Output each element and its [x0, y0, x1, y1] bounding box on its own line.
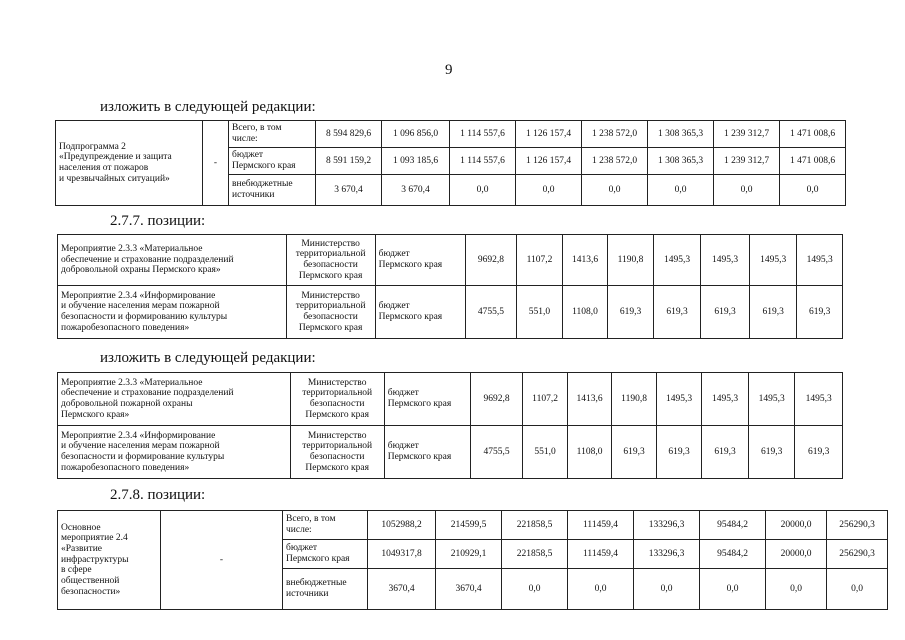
- funding-source: бюджет Пермского края: [384, 373, 470, 426]
- amount-cell: 1495,3: [653, 235, 701, 286]
- table-row: [58, 373, 843, 426]
- table-main-measure-2-4: [57, 510, 888, 610]
- amount-cell: 1495,3: [797, 235, 843, 286]
- amount-cell: 0,0: [450, 175, 516, 206]
- table-row: [58, 426, 843, 479]
- amount-cell: 0,0: [648, 175, 714, 206]
- amount-cell: 0,0: [516, 175, 582, 206]
- amount-cell: 1 238 572,0: [582, 121, 648, 148]
- funding-source: бюджет Пермского края: [375, 286, 465, 339]
- amount-cell: 3670,4: [436, 569, 502, 610]
- funding-source: бюджет Пермского края: [384, 426, 470, 479]
- amount-cell: 95484,2: [700, 511, 766, 540]
- amount-cell: 1 471 008,6: [780, 148, 846, 175]
- amount-cell: 95484,2: [700, 540, 766, 569]
- page-number: 9: [445, 62, 453, 78]
- funding-source: Всего, в том числе:: [229, 121, 316, 148]
- amount-cell: 1413,6: [562, 235, 608, 286]
- funding-source: внебюджетные источники: [283, 569, 368, 610]
- heading-edit-1: изложить в следующей редакции:: [100, 99, 316, 115]
- amount-cell: 1108,0: [562, 286, 608, 339]
- amount-cell: 20000,0: [766, 511, 827, 540]
- measure-name: Мероприятие 2.3.4 «Информирование и обучение населения мерам пожарной безопасности и формированию культуры пожаробезопасного поведения»: [58, 286, 287, 339]
- amount-cell: 1 093 185,6: [382, 148, 450, 175]
- amount-cell: 9692,8: [470, 373, 523, 426]
- table-subprogram-2: [55, 120, 846, 206]
- amount-cell: 1 239 312,7: [714, 121, 780, 148]
- amount-cell: 1190,8: [612, 373, 657, 426]
- program-name: Основное мероприятие 2.4 «Развитие инфраструктуры в сфере общественной безопасности»: [58, 511, 161, 610]
- amount-cell: 4755,5: [465, 286, 517, 339]
- amount-cell: 0,0: [634, 569, 700, 610]
- measure-name: Мероприятие 2.3.3 «Материальное обеспечение и страхование подразделений добровольной пожарной охраны Пермского края»: [58, 373, 291, 426]
- amount-cell: 619,3: [653, 286, 701, 339]
- amount-cell: 1495,3: [748, 373, 795, 426]
- amount-cell: 1 096 856,0: [382, 121, 450, 148]
- amount-cell: 1495,3: [749, 235, 797, 286]
- funding-source: бюджет Пермского края: [375, 235, 465, 286]
- executor: -: [161, 511, 283, 610]
- amount-cell: 1495,3: [702, 373, 749, 426]
- amount-cell: 133296,3: [634, 511, 700, 540]
- funding-source: Всего, в том числе:: [283, 511, 368, 540]
- amount-cell: 221858,5: [502, 540, 568, 569]
- amount-cell: 1107,2: [523, 373, 568, 426]
- table-positions-old: [57, 234, 843, 339]
- heading-positions-277: 2.7.7. позиции:: [110, 213, 206, 229]
- amount-cell: 1049317,8: [368, 540, 436, 569]
- amount-cell: 1 114 557,6: [450, 121, 516, 148]
- executor: Министерство территориальной безопасности Пермского края: [286, 286, 375, 339]
- amount-cell: 619,3: [702, 426, 749, 479]
- amount-cell: 619,3: [612, 426, 657, 479]
- table-row: [58, 286, 843, 339]
- amount-cell: 8 591 159,2: [316, 148, 382, 175]
- amount-cell: 1 239 312,7: [714, 148, 780, 175]
- amount-cell: 1 238 572,0: [582, 148, 648, 175]
- amount-cell: 210929,1: [436, 540, 502, 569]
- amount-cell: 619,3: [795, 426, 843, 479]
- amount-cell: 0,0: [780, 175, 846, 206]
- amount-cell: 8 594 829,6: [316, 121, 382, 148]
- amount-cell: 1108,0: [567, 426, 612, 479]
- amount-cell: 619,3: [797, 286, 843, 339]
- amount-cell: 551,0: [523, 426, 568, 479]
- amount-cell: 111459,4: [568, 511, 634, 540]
- amount-cell: 1107,2: [517, 235, 563, 286]
- amount-cell: 1190,8: [608, 235, 654, 286]
- amount-cell: 1 126 157,4: [516, 121, 582, 148]
- measure-name: Мероприятие 2.3.3 «Материальное обеспечение и страхование подразделений добровольной охраны Пермского края»: [58, 235, 287, 286]
- table-row: [56, 121, 846, 148]
- funding-source: бюджет Пермского края: [229, 148, 316, 175]
- amount-cell: 133296,3: [634, 540, 700, 569]
- program-name: Подпрограмма 2 «Предупреждение и защита населения от пожаров и чрезвычайных ситуаций»: [56, 121, 203, 206]
- amount-cell: 20000,0: [766, 540, 827, 569]
- executor: -: [203, 121, 229, 206]
- amount-cell: 0,0: [700, 569, 766, 610]
- amount-cell: 1 471 008,6: [780, 121, 846, 148]
- amount-cell: 256290,3: [827, 511, 888, 540]
- amount-cell: 4755,5: [470, 426, 523, 479]
- table-row: [58, 235, 843, 286]
- table-positions-new: [57, 372, 843, 479]
- amount-cell: 256290,3: [827, 540, 888, 569]
- amount-cell: 0,0: [502, 569, 568, 610]
- amount-cell: 619,3: [608, 286, 654, 339]
- executor: Министерство территориальной безопасности Пермского края: [290, 373, 384, 426]
- amount-cell: 0,0: [766, 569, 827, 610]
- amount-cell: 1495,3: [701, 235, 750, 286]
- measure-name: Мероприятие 2.3.4 «Информирование и обучение населения мерам пожарной безопасности и формирование культуры пожаробезопасного поведения»: [58, 426, 291, 479]
- amount-cell: 1 126 157,4: [516, 148, 582, 175]
- executor: Министерство территориальной безопасности Пермского края: [286, 235, 375, 286]
- amount-cell: 619,3: [749, 286, 797, 339]
- amount-cell: 1 308 365,3: [648, 121, 714, 148]
- amount-cell: 111459,4: [568, 540, 634, 569]
- amount-cell: 1413,6: [567, 373, 612, 426]
- amount-cell: 221858,5: [502, 511, 568, 540]
- funding-source: бюджет Пермского края: [283, 540, 368, 569]
- amount-cell: 551,0: [517, 286, 563, 339]
- amount-cell: 214599,5: [436, 511, 502, 540]
- heading-positions-278: 2.7.8. позиции:: [110, 487, 206, 503]
- amount-cell: 0,0: [568, 569, 634, 610]
- amount-cell: 3 670,4: [316, 175, 382, 206]
- amount-cell: 1 308 365,3: [648, 148, 714, 175]
- amount-cell: 619,3: [656, 426, 702, 479]
- executor: Министерство территориальной безопасности Пермского края: [290, 426, 384, 479]
- heading-edit-2: изложить в следующей редакции:: [100, 350, 316, 366]
- amount-cell: 1495,3: [656, 373, 702, 426]
- amount-cell: 1052988,2: [368, 511, 436, 540]
- amount-cell: 0,0: [714, 175, 780, 206]
- funding-source: внебюджетные источники: [229, 175, 316, 206]
- table-row: [58, 511, 888, 540]
- amount-cell: 0,0: [582, 175, 648, 206]
- amount-cell: 1 114 557,6: [450, 148, 516, 175]
- amount-cell: 619,3: [748, 426, 795, 479]
- amount-cell: 3 670,4: [382, 175, 450, 206]
- amount-cell: 619,3: [701, 286, 750, 339]
- amount-cell: 1495,3: [795, 373, 843, 426]
- amount-cell: 9692,8: [465, 235, 517, 286]
- amount-cell: 3670,4: [368, 569, 436, 610]
- amount-cell: 0,0: [827, 569, 888, 610]
